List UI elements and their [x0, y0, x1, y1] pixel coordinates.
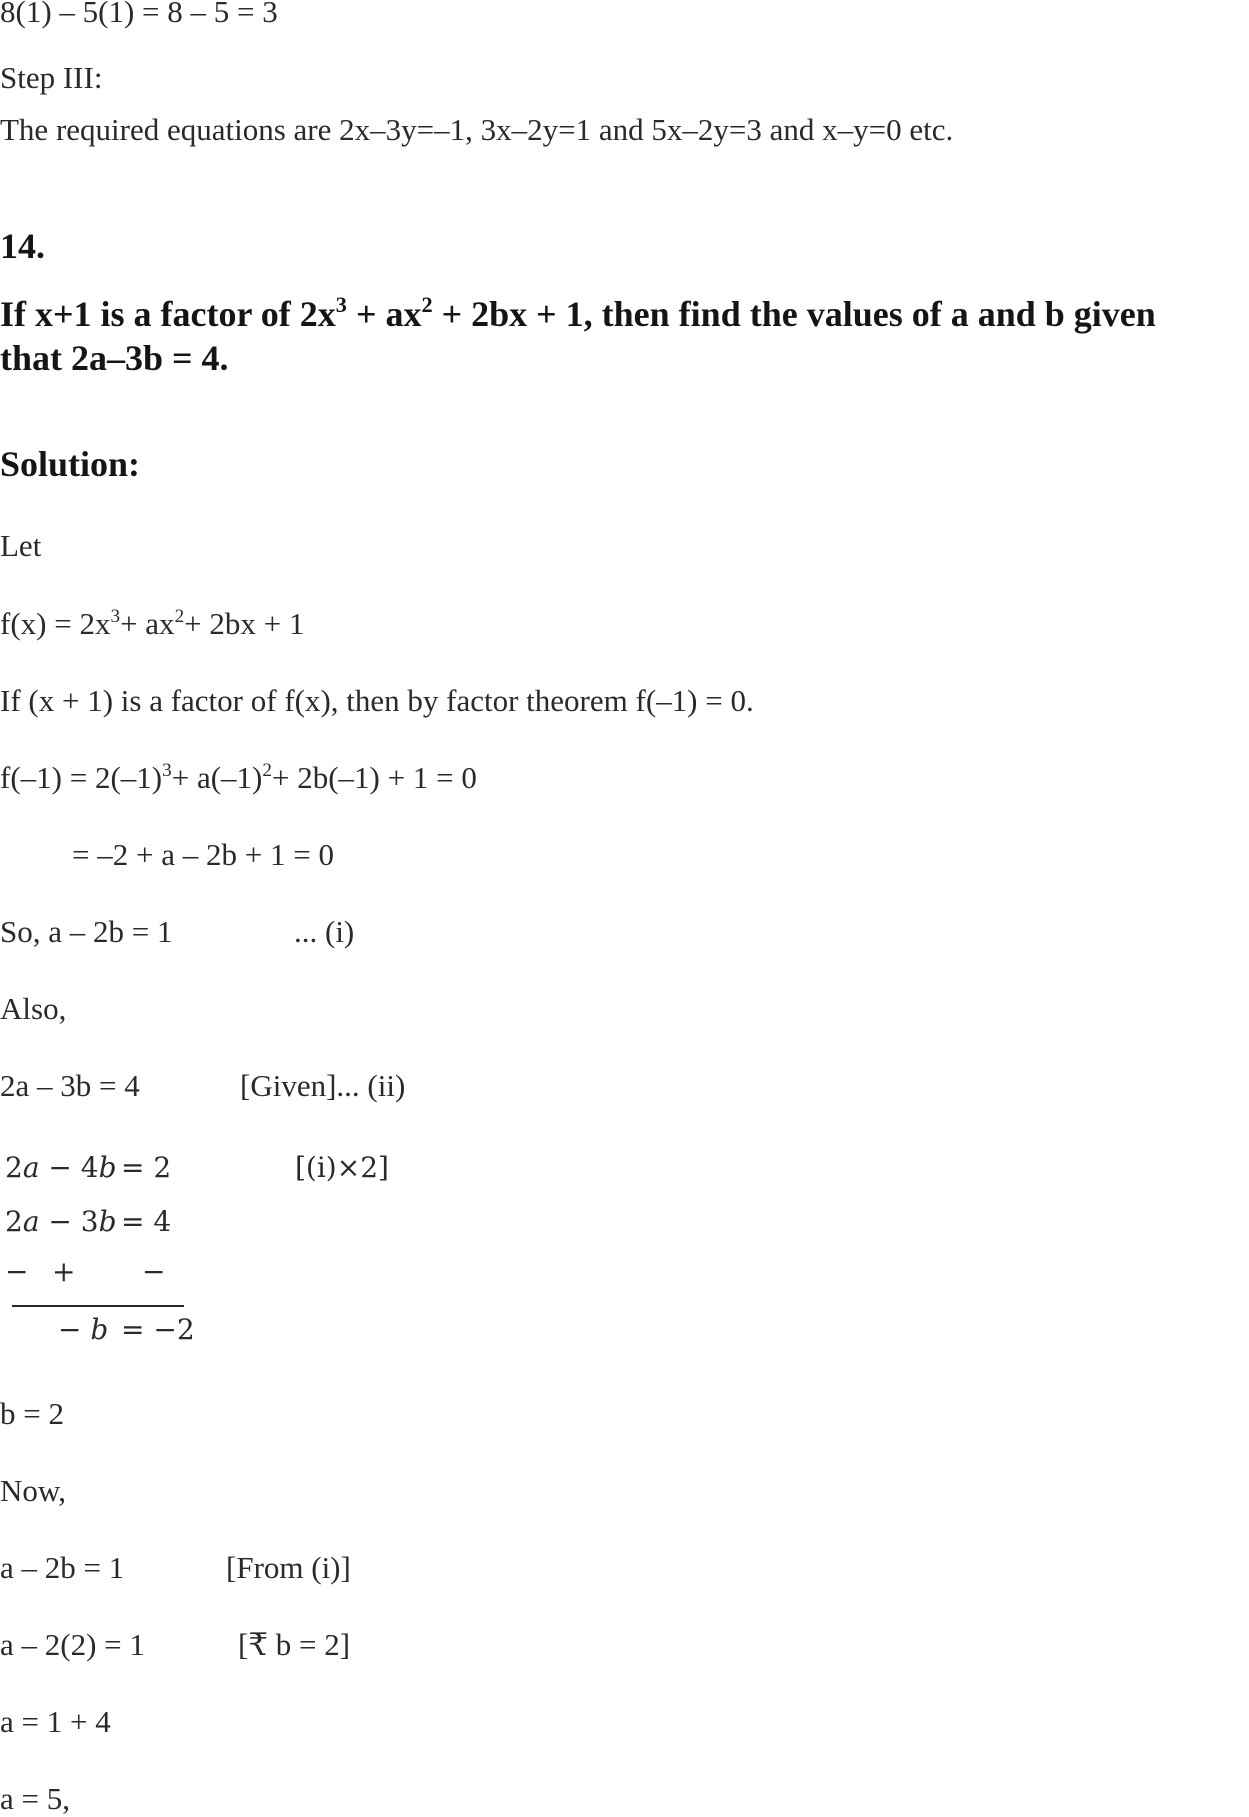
elim-r1-var-a: a [22, 1151, 40, 1184]
let-text: Let [0, 528, 42, 563]
b-value: b = 2 [0, 1396, 64, 1431]
solution-heading: Solution: [0, 444, 141, 484]
elim-r2-var-a: a [22, 1205, 40, 1238]
equation-1: So, a – 2b = 1 [0, 914, 173, 949]
elim-result-lhs [58, 1312, 108, 1348]
elim-r2-var-b: b [98, 1205, 117, 1238]
question-text-c: + 2bx + 1, then find the values of a and b given [432, 294, 1156, 334]
fx-part-c: + 2bx + 1 [184, 606, 305, 641]
f-of-minus-one [0, 760, 477, 796]
elim-row-1-tag: [(i)×2] [295, 1151, 389, 1184]
step-a1: a – 2b = 1 [0, 1550, 125, 1585]
elim-sign-c: − [142, 1255, 166, 1288]
step-a2: a – 2(2) = 1 [0, 1627, 145, 1662]
elim-row-2-rhs: = 4 [121, 1205, 172, 1238]
subtraction-rule [12, 1305, 184, 1307]
step-3-label: Step III: [0, 60, 103, 95]
question-line-1 [0, 292, 1156, 336]
question-sup-a: 3 [335, 291, 347, 317]
elim-sign-a: − [5, 1255, 29, 1288]
equation-1-tag: ... (i) [294, 914, 355, 949]
step-a4: a = 5, [0, 1781, 70, 1816]
fx-part-b: + ax [120, 606, 175, 641]
function-definition [0, 606, 304, 642]
elim-result-rhs: = −2 [121, 1313, 195, 1346]
elim-row-1-lhs [5, 1150, 117, 1186]
simplification: = –2 + a – 2b + 1 = 0 [72, 837, 334, 872]
fneg-part-a: f(–1) = 2(–1) [0, 760, 163, 795]
step-a1-tag: [From (i)] [226, 1550, 351, 1585]
question-text-a: If x+1 is a factor of 2x [0, 294, 336, 334]
step-a2-tag: [₹ b = 2] [238, 1627, 351, 1662]
elim-r1-coef-b: − 4 [39, 1151, 99, 1184]
fneg-part-b: + a(–1) [171, 760, 263, 795]
equation-2-tag: [Given]... (ii) [240, 1068, 406, 1103]
question-number: 14. [0, 226, 45, 266]
question-text-b: + ax [346, 294, 422, 334]
equation-2: 2a – 3b = 4 [0, 1068, 140, 1103]
step-a3: a = 1 + 4 [0, 1704, 111, 1739]
elim-r2-coef-b: − 3 [39, 1205, 99, 1238]
fneg-sup-b: 2 [262, 759, 272, 781]
step-3-text: The required equations are 2x–3y=–1, 3x–2y=1 and 5x–2y=3 and x–y=0 etc. [0, 112, 954, 147]
fneg-sup-a: 3 [162, 759, 172, 781]
factor-theorem-text: If (x + 1) is a factor of f(x), then by factor theorem f(–1) = 0. [0, 683, 754, 718]
prev-calculation: 8(1) – 5(1) = 8 – 5 = 3 [0, 0, 278, 29]
fx-part-a: f(x) = 2x [0, 606, 111, 641]
question-line-2: that 2a–3b = 4. [0, 338, 229, 378]
fx-sup-b: 2 [174, 605, 185, 627]
fneg-part-c: + 2b(–1) + 1 = 0 [271, 760, 477, 795]
now-text: Now, [0, 1473, 67, 1508]
question-sup-b: 2 [421, 291, 433, 317]
also-text: Also, [0, 991, 67, 1026]
elim-r1-coef-a: 2 [5, 1151, 23, 1184]
elim-result-var: b [90, 1313, 109, 1346]
elim-result-sign: − [58, 1313, 91, 1346]
elim-r1-var-b: b [98, 1151, 117, 1184]
elim-r2-coef-a: 2 [5, 1205, 23, 1238]
fx-sup-a: 3 [110, 605, 121, 627]
elim-sign-b: + [52, 1255, 76, 1288]
elim-row-2-lhs [5, 1204, 117, 1240]
elim-row-1-rhs: = 2 [121, 1151, 172, 1184]
